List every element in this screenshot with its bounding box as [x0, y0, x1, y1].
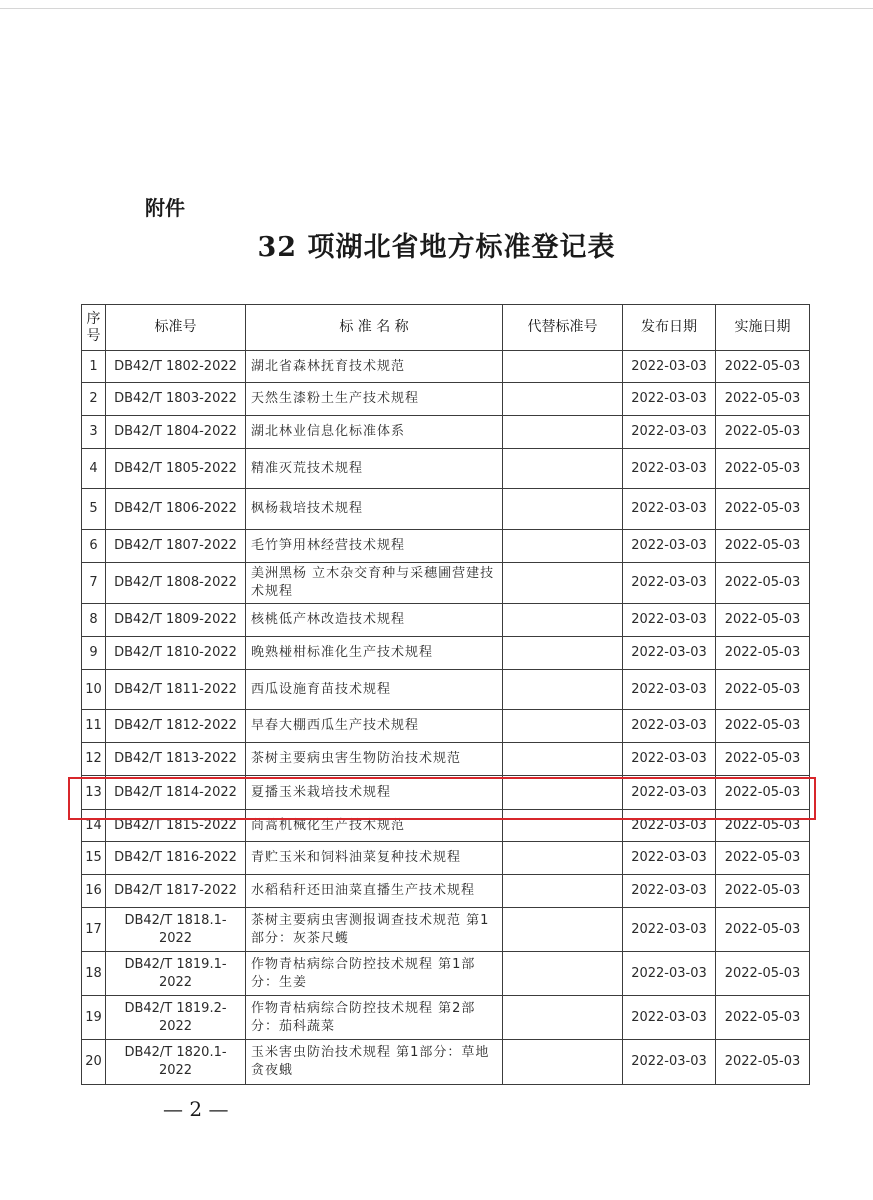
page-title: 32 项湖北省地方标准登记表 — [257, 232, 616, 263]
row-seq: 11 — [82, 710, 106, 743]
row-publish-date: 2022-03-03 — [623, 670, 716, 710]
row-standard-name: 天然生漆粉土生产技术规程 — [246, 383, 503, 416]
table-row — [82, 383, 810, 416]
row-standard-code: DB42/T 1815-2022 — [106, 810, 246, 842]
row-seq: 3 — [82, 416, 106, 449]
row-effective-date: 2022-05-03 — [716, 908, 810, 952]
row-standard-name: 湖北省森林抚育技术规范 — [246, 351, 503, 383]
row-standard-code: DB42/T 1804-2022 — [106, 416, 246, 449]
row-replaced-standard — [503, 875, 623, 908]
row-publish-date: 2022-03-03 — [623, 908, 716, 952]
table-header-row — [82, 305, 810, 351]
row-replaced-standard — [503, 489, 623, 530]
row-replaced-standard — [503, 908, 623, 952]
row-standard-code: DB42/T 1811-2022 — [106, 670, 246, 710]
row-seq: 14 — [82, 810, 106, 842]
row-replaced-standard — [503, 530, 623, 563]
table-row — [82, 875, 810, 908]
row-publish-date: 2022-03-03 — [623, 842, 716, 875]
header-name: 标 准 名 称 — [246, 305, 503, 351]
row-publish-date: 2022-03-03 — [623, 810, 716, 842]
row-standard-name: 水稻秸秆还田油菜直播生产技术规程 — [246, 875, 503, 908]
row-publish-date: 2022-03-03 — [623, 449, 716, 489]
row-standard-code: DB42/T 1818.1-2022 — [106, 908, 246, 952]
row-seq: 8 — [82, 604, 106, 637]
row-replaced-standard — [503, 449, 623, 489]
row-replaced-standard — [503, 637, 623, 670]
row-standard-code: DB42/T 1806-2022 — [106, 489, 246, 530]
row-standard-name: 核桃低产林改造技术规程 — [246, 604, 503, 637]
table-row — [82, 710, 810, 743]
row-standard-code: DB42/T 1812-2022 — [106, 710, 246, 743]
row-publish-date: 2022-03-03 — [623, 1040, 716, 1085]
row-standard-code: DB42/T 1810-2022 — [106, 637, 246, 670]
table-row — [82, 604, 810, 637]
attachment-label: 附件 — [145, 196, 185, 220]
row-standard-code: DB42/T 1819.2-2022 — [106, 996, 246, 1040]
row-seq: 2 — [82, 383, 106, 416]
table-row — [82, 449, 810, 489]
row-seq: 5 — [82, 489, 106, 530]
row-publish-date: 2022-03-03 — [623, 563, 716, 604]
row-seq: 9 — [82, 637, 106, 670]
row-replaced-standard — [503, 996, 623, 1040]
header-effective: 实施日期 — [716, 305, 810, 351]
row-publish-date: 2022-03-03 — [623, 710, 716, 743]
row-standard-code: DB42/T 1814-2022 — [106, 776, 246, 810]
row-publish-date: 2022-03-03 — [623, 637, 716, 670]
table-row — [82, 908, 810, 952]
row-seq: 18 — [82, 952, 106, 996]
row-standard-code: DB42/T 1808-2022 — [106, 563, 246, 604]
row-seq: 13 — [82, 776, 106, 810]
table-row — [82, 842, 810, 875]
row-publish-date: 2022-03-03 — [623, 351, 716, 383]
row-standard-name: 夏播玉米栽培技术规程 — [246, 776, 503, 810]
row-effective-date: 2022-05-03 — [716, 875, 810, 908]
row-seq: 4 — [82, 449, 106, 489]
row-effective-date: 2022-05-03 — [716, 1040, 810, 1085]
row-standard-name: 茼蒿机械化生产技术规范 — [246, 810, 503, 842]
row-standard-name: 美洲黑杨 立木杂交育种与采穗圃营建技术规程 — [246, 563, 503, 604]
row-standard-code: DB42/T 1816-2022 — [106, 842, 246, 875]
row-standard-code: DB42/T 1817-2022 — [106, 875, 246, 908]
row-seq: 17 — [82, 908, 106, 952]
row-publish-date: 2022-03-03 — [623, 383, 716, 416]
row-standard-name: 晚熟椪柑标准化生产技术规程 — [246, 637, 503, 670]
row-seq: 12 — [82, 743, 106, 776]
row-effective-date: 2022-05-03 — [716, 842, 810, 875]
table-row — [82, 351, 810, 383]
row-replaced-standard — [503, 1040, 623, 1085]
row-effective-date: 2022-05-03 — [716, 383, 810, 416]
row-seq: 6 — [82, 530, 106, 563]
row-standard-code: DB42/T 1813-2022 — [106, 743, 246, 776]
row-standard-name: 玉米害虫防治技术规程 第1部分：草地贪夜蛾 — [246, 1040, 503, 1085]
row-standard-name: 作物青枯病综合防控技术规程 第1部分：生姜 — [246, 952, 503, 996]
row-standard-name: 青贮玉米和饲料油菜复种技术规程 — [246, 842, 503, 875]
row-effective-date: 2022-05-03 — [716, 670, 810, 710]
row-standard-code: DB42/T 1803-2022 — [106, 383, 246, 416]
row-effective-date: 2022-05-03 — [716, 563, 810, 604]
row-replaced-standard — [503, 670, 623, 710]
table-row — [82, 563, 810, 604]
row-seq: 19 — [82, 996, 106, 1040]
row-standard-name: 早春大棚西瓜生产技术规程 — [246, 710, 503, 743]
row-effective-date: 2022-05-03 — [716, 449, 810, 489]
row-publish-date: 2022-03-03 — [623, 952, 716, 996]
header-published: 发布日期 — [623, 305, 716, 351]
row-effective-date: 2022-05-03 — [716, 604, 810, 637]
table-row — [82, 743, 810, 776]
row-replaced-standard — [503, 842, 623, 875]
header-seq — [82, 305, 106, 351]
row-standard-name: 枫杨栽培技术规程 — [246, 489, 503, 530]
header-seq-line2: 号 — [86, 327, 101, 344]
table-row — [82, 670, 810, 710]
row-effective-date: 2022-05-03 — [716, 530, 810, 563]
row-standard-name: 作物青枯病综合防控技术规程 第2部分：茄科蔬菜 — [246, 996, 503, 1040]
row-replaced-standard — [503, 604, 623, 637]
row-replaced-standard — [503, 563, 623, 604]
row-standard-code: DB42/T 1819.1-2022 — [106, 952, 246, 996]
row-seq: 10 — [82, 670, 106, 710]
row-effective-date: 2022-05-03 — [716, 351, 810, 383]
row-seq: 15 — [82, 842, 106, 875]
row-publish-date: 2022-03-03 — [623, 604, 716, 637]
row-standard-name: 毛竹笋用林经营技术规程 — [246, 530, 503, 563]
row-seq: 1 — [82, 351, 106, 383]
row-effective-date: 2022-05-03 — [716, 710, 810, 743]
table-row — [82, 996, 810, 1040]
row-effective-date: 2022-05-03 — [716, 810, 810, 842]
row-replaced-standard — [503, 952, 623, 996]
header-code: 标准号 — [106, 305, 246, 351]
row-replaced-standard — [503, 743, 623, 776]
row-standard-code: DB42/T 1820.1-2022 — [106, 1040, 246, 1085]
scan-edge-line — [0, 8, 873, 9]
page-number: — 2 — — [163, 1097, 229, 1121]
header-replaces: 代替标准号 — [503, 305, 623, 351]
standards-table — [81, 304, 810, 1085]
row-standard-code: DB42/T 1809-2022 — [106, 604, 246, 637]
row-replaced-standard — [503, 383, 623, 416]
row-standard-name: 茶树主要病虫害测报调查技术规范 第1部分：灰茶尺蠖 — [246, 908, 503, 952]
row-effective-date: 2022-05-03 — [716, 489, 810, 530]
row-publish-date: 2022-03-03 — [623, 996, 716, 1040]
row-publish-date: 2022-03-03 — [623, 875, 716, 908]
table-row — [82, 489, 810, 530]
row-publish-date: 2022-03-03 — [623, 530, 716, 563]
table-row — [82, 1040, 810, 1085]
row-standard-code: DB42/T 1802-2022 — [106, 351, 246, 383]
row-effective-date: 2022-05-03 — [716, 416, 810, 449]
row-replaced-standard — [503, 416, 623, 449]
row-standard-name: 湖北林业信息化标准体系 — [246, 416, 503, 449]
table-row — [82, 952, 810, 996]
row-publish-date: 2022-03-03 — [623, 776, 716, 810]
table-row — [82, 530, 810, 563]
row-publish-date: 2022-03-03 — [623, 743, 716, 776]
row-replaced-standard — [503, 351, 623, 383]
row-seq: 20 — [82, 1040, 106, 1085]
header-seq-line1: 序 — [86, 310, 101, 327]
row-publish-date: 2022-03-03 — [623, 416, 716, 449]
row-effective-date: 2022-05-03 — [716, 776, 810, 810]
table-row — [82, 416, 810, 449]
highlight-box — [68, 777, 816, 820]
row-standard-code: DB42/T 1807-2022 — [106, 530, 246, 563]
row-seq: 16 — [82, 875, 106, 908]
row-effective-date: 2022-05-03 — [716, 996, 810, 1040]
row-standard-name: 西瓜设施育苗技术规程 — [246, 670, 503, 710]
row-effective-date: 2022-05-03 — [716, 743, 810, 776]
row-publish-date: 2022-03-03 — [623, 489, 716, 530]
row-standard-code: DB42/T 1805-2022 — [106, 449, 246, 489]
row-standard-name: 茶树主要病虫害生物防治技术规范 — [246, 743, 503, 776]
row-seq: 7 — [82, 563, 106, 604]
row-effective-date: 2022-05-03 — [716, 637, 810, 670]
row-replaced-standard — [503, 710, 623, 743]
row-standard-name: 精准灭荒技术规程 — [246, 449, 503, 489]
row-effective-date: 2022-05-03 — [716, 952, 810, 996]
table-row — [82, 637, 810, 670]
